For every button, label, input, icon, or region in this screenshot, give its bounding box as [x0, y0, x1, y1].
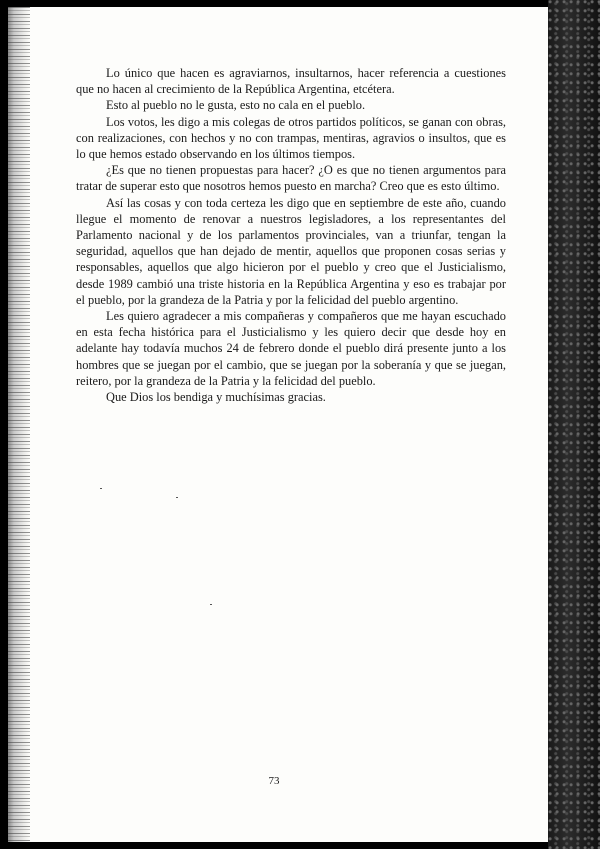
scan-speck — [176, 497, 178, 498]
paragraph: Que Dios los bendiga y muchísimas gracias. — [106, 390, 326, 405]
scan-speck — [210, 604, 212, 605]
body-text — [76, 65, 506, 405]
binding-edge — [8, 7, 30, 842]
paragraph: Esto al pueblo no le gusta, esto no cala en el pueblo. — [106, 98, 366, 113]
scan-speck — [100, 488, 102, 489]
scan-shadow-edge — [548, 0, 600, 849]
paragraph: ¿Es que no tienen propuestas para hacer? ¿O es que no tienen argumentos para tratar de superar esto que nosotros hemos puesto en marcha? Creo que es esto último. — [76, 163, 506, 194]
page-number: 73 — [268, 775, 280, 787]
paragraph: Les quiero agradecer a mis compañeras y compañeros que me hayan escuchado en esta fecha histórica para el Justicialismo y les quiero decir que desde hoy en adelante hay todavía muchos 24 de febrero donde el pueblo dirá presente junto a los hombres que se juegan por el cambio, que se juegan por la soberanía y que se juegan, reitero, por la grandeza de la Patria y la felicidad del pueblo. — [76, 309, 506, 388]
paper-sheet — [8, 7, 548, 842]
paragraph: Lo único que hacen es agraviarnos, insultarnos, hacer referencia a cuestiones que no hacen al crecimiento de la República Argentina, etcétera. — [76, 66, 506, 97]
paragraph: Así las cosas y con toda certeza les digo que en septiembre de este año, cuando llegue el momento de renovar a nuestros legisladores, a los representantes del Parlamento nacional y de los parlamentos provinciales, van a triunfar, tengan la seguridad, aquellos que han dejado de mentir, aquellos que proponen cosas serias y responsables, aquellos que algo hicieron por el pueblo y creo que el Justicialismo, desde 1989 cambió una triste historia en la República Argentina y eso es trabajar por el pueblo, por la grandeza de la Patria y por la felicidad del pueblo argentino. — [76, 195, 506, 307]
paragraph: Los votos, les digo a mis colegas de otros partidos políticos, se ganan con obras, con realizaciones, con hechos y no con trampas, mentiras, agravios o insultos, que es lo que hemos estado observando en los últimos tiempos. — [76, 114, 506, 162]
